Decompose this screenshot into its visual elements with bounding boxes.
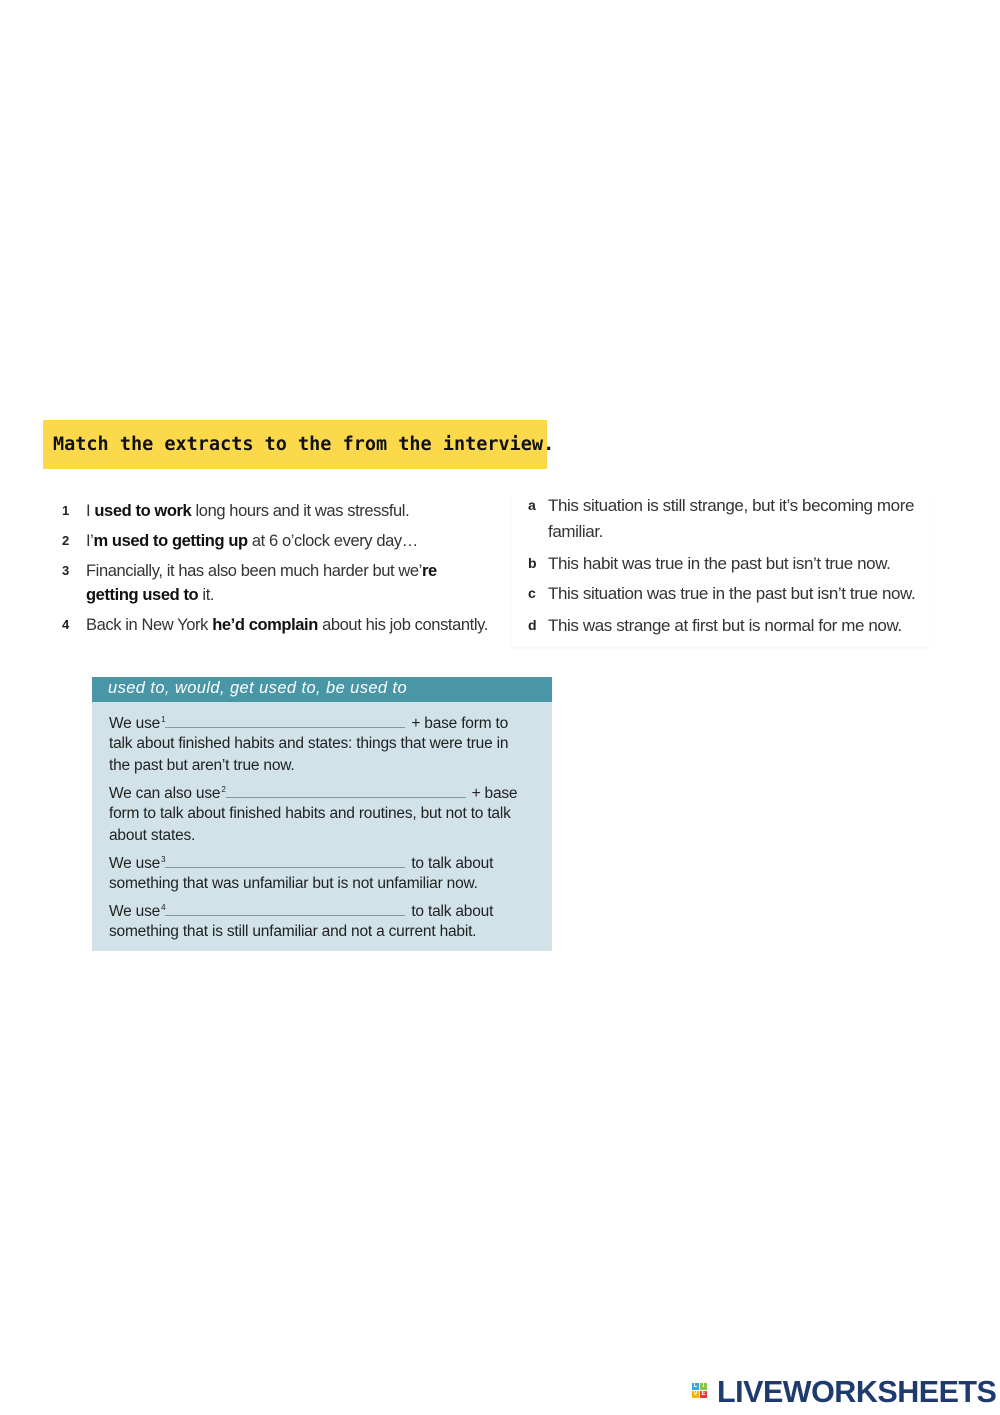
page-title: Match the extracts to the from the interview. [53, 434, 555, 455]
meaning-text: This habit was true in the past but isn’t true now. [548, 554, 891, 573]
extract-text: I used to work long hours and it was stressful. [86, 502, 410, 520]
meanings-list [512, 492, 930, 647]
grammar-rule-4: We use$^4$ to talk about [109, 903, 494, 920]
extract-text: Financially, it has also been much harder but we’re [86, 562, 437, 580]
extract-number: 2 [62, 533, 70, 548]
grammar-rule-1: We use$^1$ + base form to [109, 715, 509, 732]
extract-number: 1 [62, 503, 70, 518]
answer-blank-2[interactable] [226, 783, 466, 798]
grammar-rule-text: the past but aren’t true now. [109, 757, 295, 774]
extract-text: I’m used to getting up at 6 o’clock every day… [86, 532, 418, 550]
grammar-box [92, 677, 552, 951]
meaning-text-cont: familiar. [548, 522, 603, 541]
answer-blank-4[interactable] [165, 901, 405, 916]
meaning-text: This situation was true in the past but isn’t true now. [548, 584, 916, 603]
extract-text: Back in New York he’d complain about his job constantly. [86, 616, 488, 634]
meaning-text: This was strange at first but is normal for me now. [548, 616, 902, 635]
meaning-letter: b [528, 555, 537, 571]
extract-text-cont: getting used to it. [86, 586, 215, 604]
grammar-rule-text: form to talk about finished habits and routines, but not to talk [109, 805, 511, 822]
title-banner [43, 420, 555, 469]
grammar-title: used to, would, get used to, be used to [108, 679, 408, 697]
meaning-text: This situation is still strange, but it’s becoming more [548, 496, 915, 515]
extract-number: 4 [62, 617, 70, 632]
liveworksheets-logo [690, 1375, 997, 1409]
grammar-rule-text: talk about finished habits and states: things that were true in [109, 735, 509, 752]
grammar-header [92, 677, 552, 702]
logo-icon: L I V E [693, 1383, 706, 1397]
answer-blank-1[interactable] [165, 713, 405, 728]
logo-text: LIVEWORKSHEETS [717, 1375, 997, 1409]
meaning-letter: c [528, 585, 536, 601]
extract-number: 3 [62, 563, 70, 578]
meaning-letter: a [528, 497, 536, 513]
grammar-rule-text: about states. [109, 827, 196, 844]
grammar-rule-text: something that was unfamiliar but is not unfamiliar now. [109, 875, 478, 892]
answer-blank-3[interactable] [165, 853, 405, 868]
grammar-rule-3: We use$^3$ to talk about [109, 855, 494, 872]
meaning-letter: d [528, 617, 537, 633]
grammar-rule-text: something that is still unfamiliar and not a current habit. [109, 923, 477, 940]
grammar-rule-2: We can also use$^2$ + base [109, 785, 518, 802]
